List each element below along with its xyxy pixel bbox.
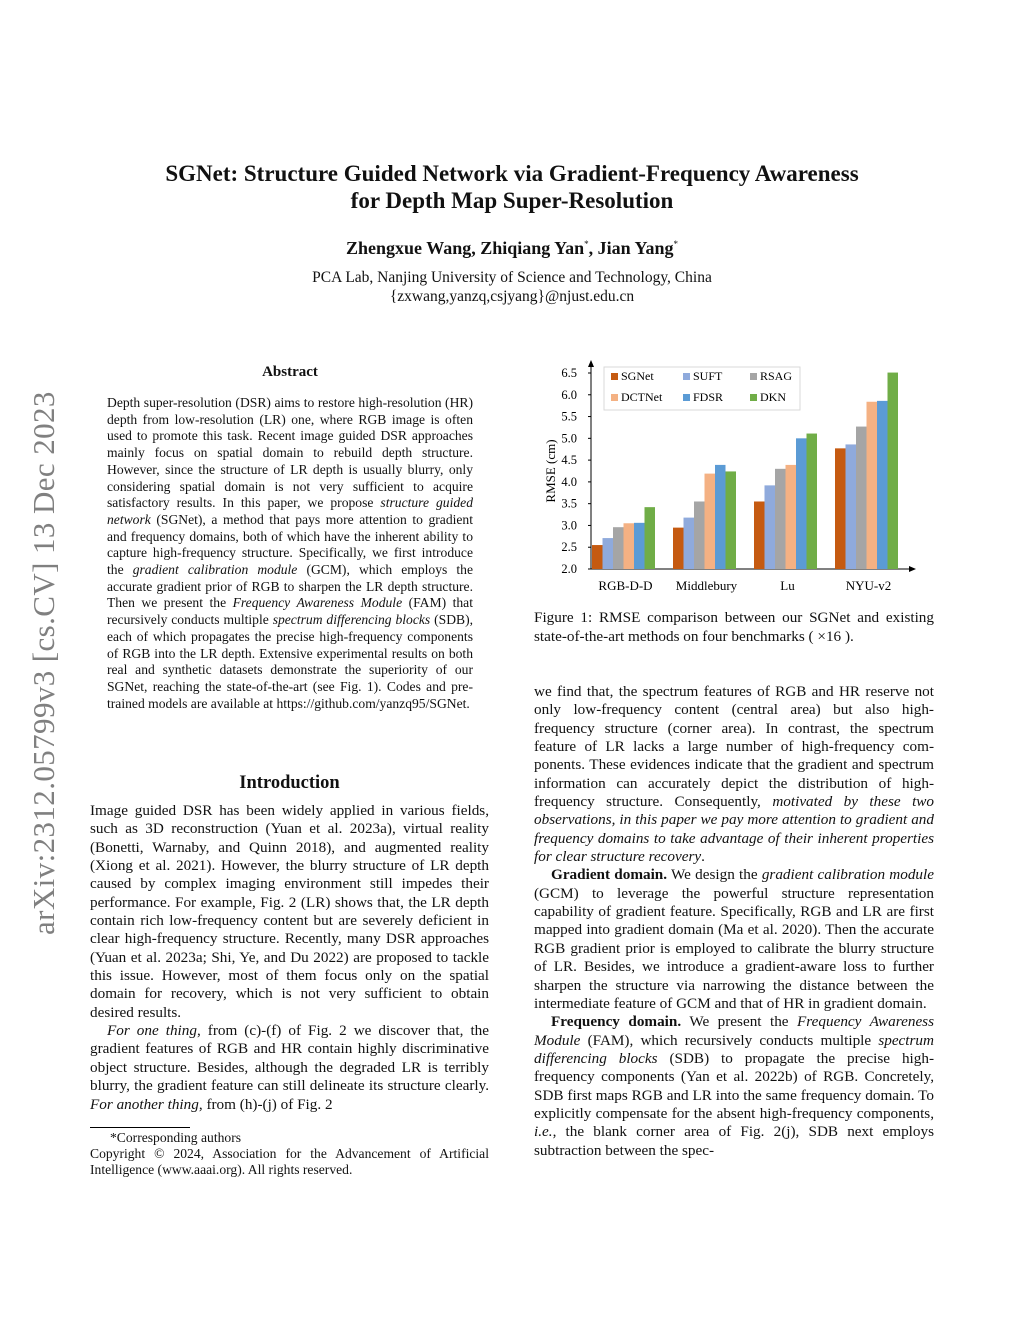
title-line-2: for Depth Map Super-Resolution xyxy=(350,188,674,213)
y-tick-label: 5.0 xyxy=(561,431,577,446)
x-tick-label: RGB-D-D xyxy=(598,578,653,593)
legend-swatch xyxy=(611,394,618,401)
introduction-heading: Introduction xyxy=(239,773,340,793)
text: , from (c)-(f) of Fig. 2 we discover that, the gradient features of RGB and HR contain highly discriminative object structure. Besides, although the degraded LR is terribly blurry, the gradient feature can still delineate its structure clearly. xyxy=(90,1022,489,1095)
y-tick-label: 6.0 xyxy=(561,387,577,402)
bar-rsag xyxy=(775,469,786,569)
bar-fdsr xyxy=(715,465,726,569)
paragraph xyxy=(534,1013,934,1160)
legend-swatch xyxy=(683,373,690,380)
text: Frequency Awareness Module xyxy=(232,595,403,611)
rmse-bar-chart xyxy=(535,355,925,600)
text: Depth super-resolution (DSR) aims to restore high-resolution (HR) depth from low-resolution (LR) one, where RGB image is often used to promote this task. Recent image guided DSR approaches mainly focus on spatial domain to rebuild depth structure. However, since the structure of LR depth is usually blurry, only considering spatial domain is not very sufficient to acquire satisfactory results. In this paper, we propose xyxy=(107,395,473,511)
text: gradient calibration module xyxy=(761,866,934,884)
affiliation: PCA Lab, Nanjing University of Science and Technology, China xyxy=(312,269,712,286)
y-tick-label: 4.0 xyxy=(561,474,577,489)
legend-label: DKN xyxy=(760,390,786,404)
footnote: *Corresponding authors xyxy=(110,1130,242,1145)
text: (SDB) to propagate the precise high-frequency components (Yan et al. 2022b) of RGB. Concretely, SDB first maps RGB and LR into the same frequency domain. To explicitly compensate for the absent high-frequency components, xyxy=(534,1049,935,1122)
figure-caption: Figure 1: RMSE comparison between our SGNet and existing state-of-the-art methods on four benchmarks ( ×16 ). xyxy=(534,609,934,645)
abstract-heading: Abstract xyxy=(262,364,318,380)
bar-sgnet xyxy=(835,448,846,569)
paragraph xyxy=(534,866,934,1013)
y-tick-label: 2.0 xyxy=(561,562,577,576)
text: We design the xyxy=(667,866,762,884)
authors xyxy=(0,238,1024,259)
text: . xyxy=(701,848,705,866)
corresponding-mark: * xyxy=(673,239,678,249)
bar-rsag xyxy=(856,427,867,569)
arxiv-identifier: arXiv:2312.05799v3 [cs.CV] 13 Dec 2023 xyxy=(26,391,61,935)
bar-dkn xyxy=(726,471,737,569)
y-tick-label: 4.5 xyxy=(561,453,577,468)
author: Zhengxue Wang, xyxy=(346,238,481,258)
text: (GCM) to leverage the powerful structure representation capability of gradient feature. Specifically, RGB and LR are first mapped into gradient domain (Ma et al. 2020). Then the accurate RGB gradient prior is employed to calibrate the blurry structure of LR. Besides, we introduce a gradient-aware loss to further sharpen the structure via narrowing the distance between the intermediate feature of GCM and that of HR in gradient domain. xyxy=(534,884,934,1012)
paper-title xyxy=(0,160,1024,214)
email: {zxwang,yanzq,csjyang}@njust.edu.cn xyxy=(389,288,635,305)
bar-fdsr xyxy=(796,438,807,569)
legend-swatch xyxy=(750,394,757,401)
text: For one thing xyxy=(107,1022,197,1040)
run-in-heading: Gradient domain. xyxy=(551,866,668,884)
legend-label: SUFT xyxy=(693,369,723,383)
legend-swatch xyxy=(750,373,757,380)
abstract-text xyxy=(107,395,473,712)
bar-dkn xyxy=(888,373,899,569)
bar-fdsr xyxy=(877,401,888,569)
copyright: Copyright © 2024, Association for the Advancement of Artificial Intelligence (www.aaai.org). All rights reserved. xyxy=(90,1146,489,1177)
text: (SDB), each of which propagates the precise high-frequency components of RGB into the LR depth. Extensive experimental results on both real and synthetic datasets demonstrate the superiority of our SGNet, reaching the state-of-the-art (see Fig. 1). Codes and pre-trained models are available at https://github.com/yanzq95/SGNet. xyxy=(107,612,474,711)
footnote-rule xyxy=(90,1127,190,1128)
text: (FAM), which recursively conducts multiple xyxy=(580,1031,879,1049)
y-tick-label: 6.5 xyxy=(561,366,577,380)
paragraph xyxy=(90,1022,489,1114)
text: structure guided network xyxy=(107,495,473,527)
bar-dctnet xyxy=(705,474,716,569)
y-tick-label: 5.5 xyxy=(561,409,577,424)
legend-label: DCTNet xyxy=(621,390,663,404)
bar-dkn xyxy=(807,434,818,569)
title-line-1: SGNet: Structure Guided Network via Gradient-Frequency Awareness xyxy=(165,161,859,186)
bar-suft xyxy=(684,518,695,569)
legend-label: SGNet xyxy=(621,369,654,383)
bar-dctnet xyxy=(624,523,635,569)
paragraph xyxy=(534,683,934,866)
bar-sgnet xyxy=(592,545,603,569)
text: i.e. xyxy=(534,1123,553,1141)
right-column-body xyxy=(534,683,934,1160)
text: spectrum differencing blocks xyxy=(534,1031,934,1067)
text: motivated by these two observations, in this paper we pay more attention to gradient and frequency domains to take advantage of their inherent properties for clear structure recovery xyxy=(534,793,935,866)
bar-sgnet xyxy=(673,528,684,569)
legend-swatch xyxy=(683,394,690,401)
text: we find that, the spectrum features of RGB and HR reserve not only low-frequency content (central area) but also high-frequency structure (corner area). In contrast, the spectrum feature of LR lacks a large number of high-frequency components. These evidences indicate that the gradient and spectrum information can accurately depict the distribution of high-frequency structure. Consequently, xyxy=(534,683,934,811)
text: , from (h)-(j) of Fig. 2 xyxy=(198,1095,333,1113)
bar-fdsr xyxy=(634,523,645,569)
text: , the blank corner area of Fig. 2(j), SDB next employs subtraction between the spec- xyxy=(534,1123,934,1159)
bar-rsag xyxy=(694,501,705,569)
x-tick-label: NYU-v2 xyxy=(845,578,892,593)
left-column-body xyxy=(90,802,489,1114)
author: Zhiqiang Yan xyxy=(480,238,585,258)
bar-suft xyxy=(765,485,776,569)
footnotes xyxy=(90,1130,489,1178)
text: (FAM) that recursively conducts multiple xyxy=(107,595,473,628)
y-tick-label: 3.5 xyxy=(561,496,577,511)
run-in-heading: Frequency domain. xyxy=(551,1013,682,1031)
bar-rsag xyxy=(613,527,624,569)
author: , Jian Yang xyxy=(588,238,674,258)
y-tick-label: 2.5 xyxy=(561,540,577,555)
x-tick-label: Middlebury xyxy=(675,578,738,593)
legend-label: FDSR xyxy=(693,390,724,404)
legend-label: RSAG xyxy=(760,369,793,383)
text: For another thing xyxy=(90,1095,199,1113)
text: (GCM), which employs the accurate gradient prior of RGB to sharpen the LR depth structure. Then we present the xyxy=(107,562,473,611)
bar-dctnet xyxy=(867,402,878,569)
y-axis-arrow xyxy=(588,360,594,367)
y-axis-label: RMSE (cm) xyxy=(543,439,558,503)
text: spectrum differencing blocks xyxy=(272,612,431,628)
bar-suft xyxy=(846,444,857,569)
bar-dkn xyxy=(645,507,656,569)
text: Frequency Awareness Module xyxy=(534,1013,935,1049)
paragraph: Image guided DSR has been widely applied in various fields, such as 3D reconstruction (Yuan et al. 2023a), virtual reality (Bonetti, Warnaby, and Quinn 2018), and augmented reality (Xiong et al. 2021). However, the blurry structure of LR depth caused by complex imaging environment still impedes their performance. For example, Fig. 2 (LR) shows that, the LR depth contain rich low-frequency content but are severely deficient in clear high-frequency structure. Recently, many DSR approaches (Yuan et al. 2023a; Shi, Ye, and Du 2022) are proposed to tackle this issue. However, most of them focus only on the spatial domain for recovery, which is not very sufficient to obtain desired results. xyxy=(90,802,489,1021)
bar-sgnet xyxy=(754,501,765,569)
text: gradient calibration module xyxy=(132,562,298,578)
text: We present the xyxy=(681,1013,798,1031)
affiliation-block xyxy=(0,268,1024,306)
x-axis-arrow xyxy=(909,566,916,572)
text: (SGNet), a method that pays more attention to gradient and frequency domains, both of which have the inherent ability to capture high-frequency structure. Specifically, we first introduce the xyxy=(107,511,473,578)
x-tick-label: Lu xyxy=(780,578,795,593)
y-tick-label: 3.0 xyxy=(561,518,577,533)
bar-dctnet xyxy=(786,465,797,569)
legend-swatch xyxy=(611,373,618,380)
bar-suft xyxy=(603,538,614,569)
corresponding-mark: * xyxy=(584,239,589,249)
